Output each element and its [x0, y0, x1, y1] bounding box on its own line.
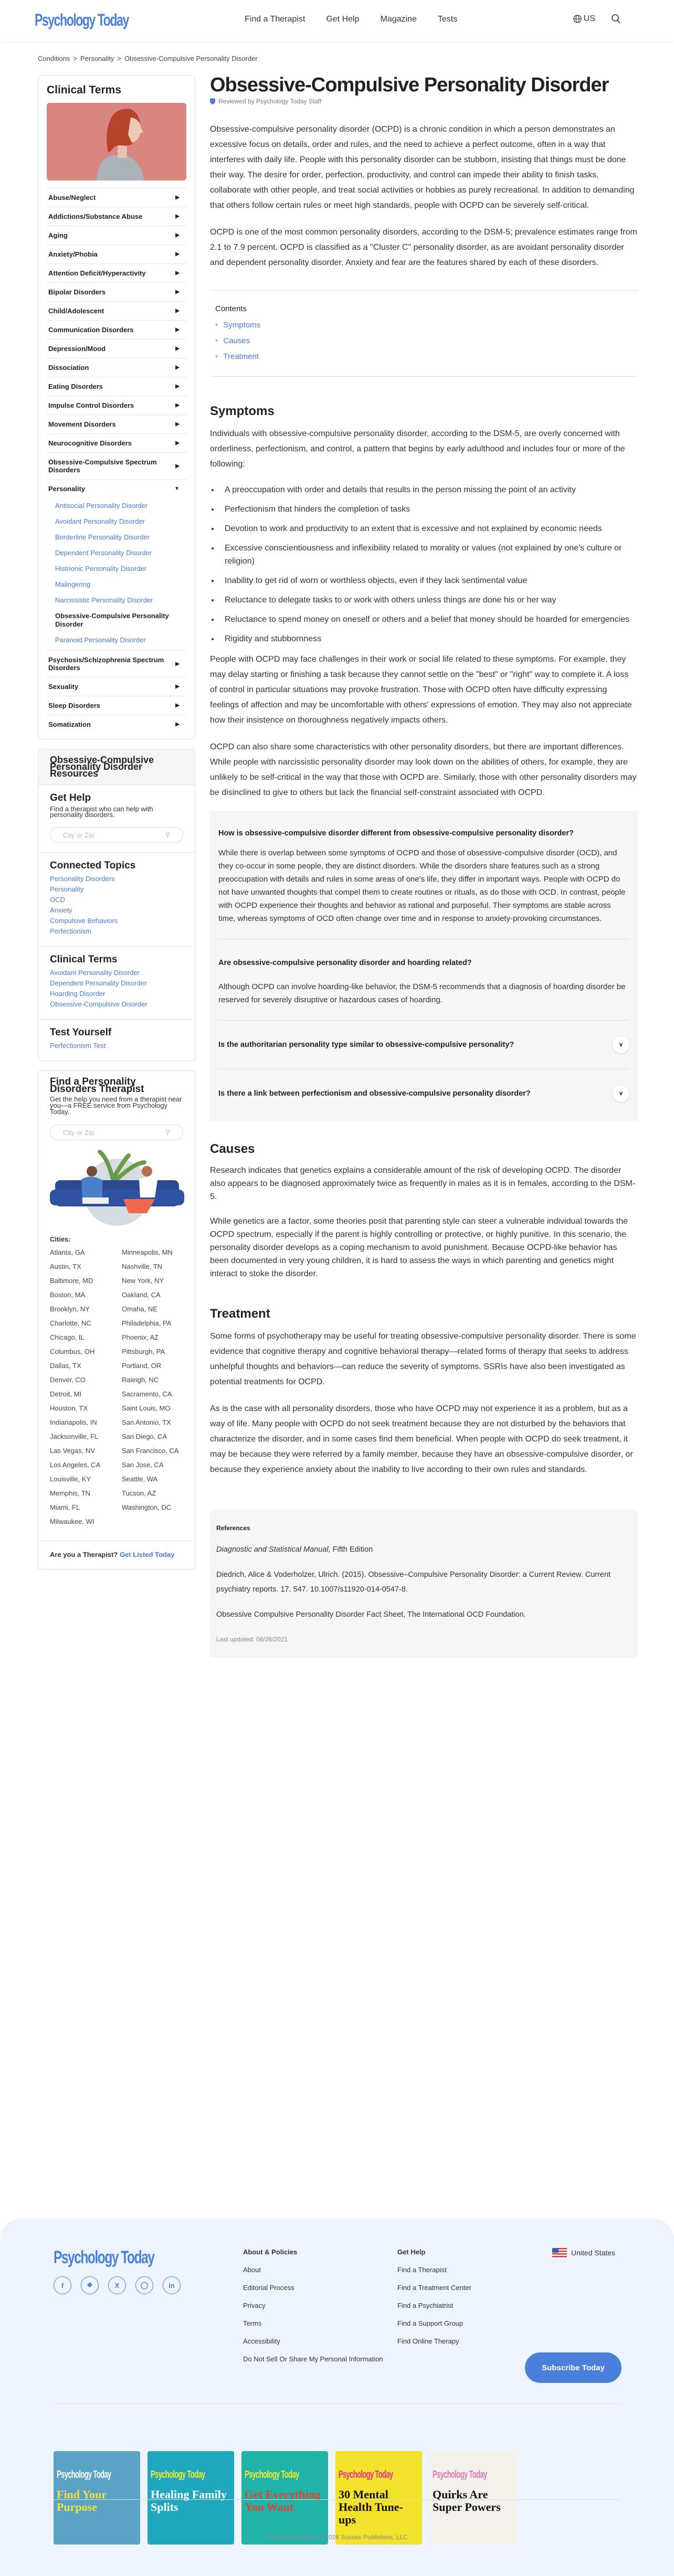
x-twitter-icon[interactable]: X [108, 2276, 126, 2294]
category-label: Aging [48, 231, 68, 239]
cover-logo: Psychology Today [151, 2469, 205, 2480]
country-label: United States [571, 2249, 616, 2257]
breadcrumb-separator: > [73, 55, 78, 62]
breadcrumb-current: Obsessive-Compulsive Personality Disorder [124, 55, 258, 62]
treatment-paragraph: As is the case with all personality disorders, those who have OCPD may not experience it as a problem, but as a way of life. Many people with OCPD do not seek treatment because they are not disturbed by the behaviors that characterize the disorder, and in some cases find them beneficial. When people with OCPD do seek treatment, it may be because they were referred by a family member, because they have an obsessive-compulsive disorder, or because they experience anxiety about the inability to live according to their own rules and standards. [210, 1404, 633, 1474]
city-link[interactable]: Las Vegas, NV [50, 1447, 95, 1455]
caret-right-icon: ▶ [175, 346, 180, 352]
caret-right-icon: ▶ [175, 421, 180, 427]
footer-link[interactable]: Find a Treatment Center [397, 2284, 471, 2292]
linkedin-icon[interactable]: in [163, 2276, 181, 2294]
intro-paragraph: Obsessive-compulsive personality disorder (OCPD) is a chronic condition in which a person demonstrates an excessive focus on details, order and rules, and the need to achieve a perfect outcome, often in a way that interferes with daily life. People with this personality disorder can be stubborn, insisting that things must be done their way. The desire for order, perfection, productivity, and control can impede their ability to finish tasks, collaborate with other people, and treat social activities or hobbies as purely recreational. In addition to demanding that others follow certain rules or meet high standards, people with OCPD can be severely self-critical. [210, 125, 635, 210]
test-yourself-section [38, 1020, 195, 1061]
faq-question[interactable]: How is obsessive-compulsive disorder different from obsessive-compulsive personality disorder? [218, 829, 574, 838]
caret-right-icon: ▶ [175, 232, 180, 238]
city-link[interactable]: Milwaukee, WI [50, 1518, 94, 1525]
treatment-paragraph: Some forms of psychotherapy may be useful for treating obsessive-compulsive personality disorder. There is some evidence that cognitive therapy and cognitive behavioral therapy—related forms of therapy that seeks to address unhelpful thoughts and behaviors—can reduce the severity of symptoms. SSRIs have also been investigated as potential treatments for OCPD. [210, 1332, 636, 1386]
breadcrumb-personality[interactable]: Personality [80, 55, 114, 62]
therapist-cta [38, 1541, 195, 1569]
sidebar [38, 75, 195, 1579]
cover-headline: Quirks Are Super Powers [433, 2488, 501, 2514]
subitem-link[interactable]: Antisocial Personality Disorder [55, 502, 148, 510]
site-footer [0, 2219, 674, 2576]
footer-link[interactable]: Accessibility [243, 2337, 280, 2345]
connected-topics-list [50, 874, 183, 937]
category-item[interactable] [47, 207, 186, 226]
symptom-item: • Excessive conscientiousness and inflexibility related to morality or values (not explained by one's culture or religion) [219, 542, 638, 568]
connected-topic-link[interactable]: Compulsive Behaviors [50, 917, 118, 925]
category-item[interactable] [47, 415, 186, 433]
nav-tests[interactable]: Tests [437, 15, 458, 24]
connected-topic-link[interactable]: Personality [50, 885, 84, 893]
finder-title: Find a Personality Disorders Therapist [50, 1076, 144, 1095]
city-link[interactable]: San Jose, CA [122, 1461, 164, 1469]
chevron-down-icon[interactable]: ∨ [613, 1085, 629, 1102]
category-item[interactable] [47, 188, 186, 207]
city-link[interactable]: Tucson, AZ [122, 1489, 156, 1497]
clinical-term-link[interactable]: Avoidant Personality Disorder [50, 969, 140, 977]
city-link[interactable]: Charlotte, NC [50, 1319, 91, 1327]
category-label: Communication Disorders [48, 326, 134, 334]
faq-item[interactable] [218, 1021, 629, 1069]
magazine-cover[interactable] [335, 2451, 422, 2545]
symptom-item: • Perfectionism that hinders the completion of tasks [219, 503, 638, 516]
reviewed-by [210, 98, 638, 105]
subitem-link[interactable]: Malingering [55, 580, 91, 588]
magazine-cover[interactable] [429, 2451, 516, 2545]
category-list [47, 188, 186, 734]
cities-list [50, 1247, 183, 1527]
resources-title-text: Obsessive-Compulsive Personality Disorder Resources [50, 755, 154, 779]
faq-item[interactable] [218, 1069, 629, 1118]
city-link[interactable]: Phoenix, AZ [122, 1333, 159, 1341]
therapist-question: Are you a Therapist? [50, 1551, 118, 1559]
category-label: Bipolar Disorders [48, 288, 106, 296]
site-header [0, 0, 674, 41]
current-subitem: Obsessive-Compulsive Personality Disorder [55, 612, 169, 628]
city-zip-input[interactable] [50, 827, 183, 843]
toc-symptoms[interactable]: Symptoms [223, 321, 261, 330]
city-link[interactable]: Austin, TX [50, 1263, 81, 1270]
breadcrumb-separator: > [117, 55, 121, 62]
shield-check-icon [210, 98, 215, 104]
faq-question[interactable]: Is the authoritarian personality type similar to obsessive-compulsive personality? [218, 1041, 514, 1049]
clinical-terms-section [38, 947, 195, 1020]
city-link[interactable]: Saint Louis, MO [122, 1404, 171, 1412]
cover-logo: Psychology Today [57, 2469, 111, 2480]
get-help-title: Get Help [50, 792, 91, 803]
social-links [54, 2276, 181, 2294]
symptoms-intro: Individuals with obsessive-compulsive personality disorder, according to the DSM-5, are overly concerned with orderliness, perfectionism, and control, a pattern that begins by early adulthood and includes four or more of the following: [210, 429, 625, 469]
clinical-terms-card [38, 75, 195, 739]
region-selector[interactable] [573, 14, 595, 24]
category-label: Sexuality [48, 683, 79, 691]
intro-paragraph: OCPD is one of the most common personality disorders, according to the DSM-5; prevalence estimates range from 2.1 to 7.9 percent. OCPD is classified as a "Cluster C" personality disorder, as are avoidant personality disorder and dependent personality disorder. Anxiety and fear are the features shared by each of these disorders. [210, 228, 637, 267]
toc-causes[interactable]: Causes [223, 336, 250, 345]
breadcrumb [38, 55, 258, 62]
search-icon[interactable] [611, 14, 622, 24]
footer-link[interactable]: Privacy [243, 2302, 266, 2309]
toc-treatment[interactable]: Treatment [223, 352, 259, 361]
get-help-section [38, 785, 195, 853]
facebook-icon[interactable]: f [54, 2276, 71, 2294]
finder-text: Get the help you need from a therapist near you—a FREE service from Psychology Today. [50, 1095, 182, 1116]
us-flag-icon [552, 2248, 567, 2257]
connected-topic-link[interactable]: Personality Disorders [50, 875, 115, 883]
main-nav [245, 15, 457, 24]
category-label: Psychosis/Schizophrenia Spectrum Disorders [48, 656, 164, 672]
cover-logo: Psychology Today [339, 2469, 393, 2480]
footer-about-title: About & Policies [243, 2248, 298, 2256]
category-item[interactable] [47, 715, 186, 734]
references-title: References [216, 1524, 250, 1532]
footer-link[interactable]: Find a Support Group [397, 2319, 464, 2327]
breadcrumb-conditions[interactable]: Conditions [38, 55, 70, 62]
symptom-item: • Reluctance to delegate tasks to or work with others unless things are done his or her way [219, 593, 638, 607]
city-link[interactable]: Detroit, MI [50, 1390, 81, 1398]
city-link[interactable]: Atlanta, GA [50, 1248, 85, 1256]
causes-paragraph: Research indicates that genetics explains a considerable amount of the risk of developing OCPD. The disorder also appears to be diagnosed approximately twice as frequently in males as it is in females, according to the DSM-5. [210, 1166, 636, 1201]
footer-help-column [397, 2248, 471, 2355]
city-link[interactable]: Sacramento, CA [122, 1390, 172, 1398]
cover-logo: Psychology Today [245, 2469, 299, 2480]
finder-section [38, 1071, 195, 1541]
symptom-item: • Reluctance to spend money on oneself or others and a belief that money should be hoarded for emergencies [219, 613, 638, 626]
get-listed-link[interactable]: Get Listed Today [119, 1551, 175, 1559]
subscribe-button[interactable]: Subscribe Today [525, 2352, 622, 2383]
caret-right-icon: ▶ [175, 289, 180, 295]
reference-item: Diedrich, Alice & Voderholzer, Ulrich. (2015). Obsessive–Compulsive Personality Disorder: a Current Review. Current psychiatry reports. 17. 547. 10.1007/s11920-014-0547-8. [216, 1571, 611, 1594]
faq-answer: Although OCPD can involve hoarding-like behavior, the DSM-5 recommends that a diagnosis of hoarding disorder be reserved for severely disruptive or hazardous cases of hoarding. [218, 982, 626, 1004]
city-link[interactable]: Brooklyn, NY [50, 1305, 90, 1313]
category-item[interactable] [47, 696, 186, 715]
category-item[interactable] [47, 677, 186, 696]
footer-link[interactable]: Editorial Process [243, 2284, 294, 2292]
city-link[interactable]: Houston, TX [50, 1404, 88, 1412]
clinical-term-link[interactable]: Dependent Personality Disorder [50, 979, 147, 987]
article [210, 73, 638, 1658]
caret-right-icon: ▶ [175, 722, 180, 727]
category-label: Abuse/Neglect [48, 194, 96, 202]
reference-edition: Fifth Edition [330, 1545, 373, 1554]
category-label: Neurocognitive Disorders [48, 439, 132, 447]
therapy-session-illustration [50, 1148, 184, 1226]
category-label: Personality [48, 485, 86, 493]
clinical-terms-list [50, 968, 183, 1010]
city-link[interactable]: Philadelphia, PA [122, 1319, 172, 1327]
category-label: Dissociation [48, 364, 89, 372]
perfectionism-test-link[interactable]: Perfectionism Test [50, 1042, 106, 1050]
faq-question[interactable]: Is there a link between perfectionism and obsessive-compulsive personality disorder? [218, 1089, 531, 1098]
city-link[interactable]: Los Angeles, CA [50, 1461, 101, 1469]
city-link[interactable]: Raleigh, NC [122, 1376, 159, 1384]
cities-label: Cities: [50, 1235, 71, 1243]
category-label: Child/Adolescent [48, 307, 104, 315]
search-icon[interactable]: ⚲ [165, 831, 170, 839]
magazine-cover[interactable] [241, 2451, 328, 2545]
magazine-cover[interactable] [148, 2451, 234, 2545]
causes-paragraph: While genetics are a factor, some theories posit that parenting style can steer a vulnerable individual towards the OCPD spectrum, especially if the parent is highly controlling or protective, or highly punitive. In this scenario, the personality disorder develops as a coping mechanism to avoid punishment. Because OCPD-like behavior has been documented in very young children, it is hard to assess the ways in which parenting and genetics might interact to stoke the disorder. [210, 1217, 628, 1278]
clinical-terms-subtitle: Clinical Terms [50, 954, 118, 965]
city-link[interactable]: Indianapolis, IN [50, 1418, 97, 1426]
contents-title: Contents [215, 304, 247, 313]
subitem-link[interactable]: Borderline Personality Disorder [55, 533, 150, 541]
category-label: Attention Deficit/Hyperactivity [48, 269, 146, 277]
cover-headline: Find Your Purpose [57, 2488, 107, 2514]
footer-divider [54, 2499, 620, 2500]
city-link[interactable]: New York, NY [122, 1277, 164, 1285]
footer-link[interactable]: Find a Psychiatrist [397, 2302, 454, 2309]
footer-link[interactable]: Find a Therapist [397, 2266, 447, 2274]
connected-topic-link[interactable]: Anxiety [50, 906, 72, 914]
caret-right-icon: ▶ [175, 703, 180, 708]
test-yourself-title: Test Yourself [50, 1027, 112, 1038]
footer-help-title: Get Help [397, 2248, 426, 2256]
caret-right-icon: ▶ [175, 365, 180, 370]
finder-city-zip-input[interactable] [50, 1125, 183, 1140]
city-link[interactable]: Boston, MA [50, 1291, 86, 1299]
table-of-contents [210, 290, 638, 377]
magazine-cover[interactable] [54, 2451, 140, 2545]
category-item[interactable] [47, 339, 186, 358]
city-link[interactable]: Miami, FL [50, 1503, 80, 1511]
city-link[interactable]: Dallas, TX [50, 1362, 81, 1370]
city-link[interactable]: Memphis, TN [50, 1489, 91, 1497]
magazine-covers [54, 2451, 516, 2545]
reference-item: Obsessive Compulsive Personality Disorder Fact Sheet, The International OCD Foundation. [216, 1610, 526, 1619]
causes-heading: Causes [210, 1142, 255, 1156]
category-item[interactable] [47, 650, 186, 677]
cover-headline: Healing Family Splits [151, 2488, 227, 2514]
city-link[interactable]: Washington, DC [122, 1503, 172, 1511]
globe-icon [573, 15, 582, 23]
category-label: Addictions/Substance Abuse [48, 213, 143, 220]
category-item-personality[interactable] [47, 479, 186, 498]
caret-right-icon: ▶ [175, 270, 180, 276]
woman-profile-photo [47, 103, 186, 181]
symptom-item: • Devotion to work and productivity to an extent that is excessive and not explained by economic needs [219, 522, 638, 535]
region-label: US [583, 14, 595, 23]
nav-magazine[interactable]: Magazine [380, 15, 417, 24]
references-section [210, 1510, 638, 1658]
clinical-term-link[interactable]: Hoarding Disorder [50, 990, 106, 998]
footer-about-column [243, 2248, 383, 2372]
connected-topics-section [38, 853, 195, 947]
city-link[interactable]: Omaha, NE [122, 1305, 157, 1313]
category-label: Obsessive-Compulsive Spectrum Disorders [48, 458, 157, 474]
city-zip-placeholder: City or Zip [63, 831, 94, 839]
caret-right-icon: ▶ [175, 251, 180, 257]
country-selector[interactable] [552, 2248, 615, 2257]
get-help-text: Find a therapist who can help with personality disorders. [50, 805, 153, 819]
cover-headline: 30 Mental Health Tune-ups [339, 2488, 403, 2526]
find-therapist-card [38, 1070, 195, 1570]
faq-section [210, 811, 638, 1121]
city-link[interactable]: Portland, OR [122, 1362, 162, 1370]
footer-link[interactable]: About [243, 2266, 261, 2274]
clinical-term-link[interactable]: Obsessive-Compulsive Disorder [50, 1000, 148, 1008]
caret-right-icon: ▶ [175, 308, 180, 314]
category-item[interactable] [47, 301, 186, 320]
nav-get-help[interactable]: Get Help [326, 15, 360, 24]
city-link[interactable]: Nashville, TN [122, 1263, 163, 1270]
city-link[interactable]: Chicago, IL [50, 1333, 85, 1341]
category-item[interactable] [47, 245, 186, 263]
subitem-link[interactable]: Dependent Personality Disorder [55, 549, 152, 557]
caret-right-icon: ▶ [175, 214, 180, 219]
caret-right-icon: ▶ [175, 684, 180, 690]
caret-right-icon: ▶ [175, 327, 180, 333]
caret-right-icon: ▶ [175, 384, 180, 389]
city-link[interactable]: Seattle, WA [122, 1475, 158, 1483]
subitem-link[interactable]: Histrionic Personality Disorder [55, 565, 147, 573]
cover-logo: Psychology Today [433, 2469, 487, 2480]
city-link[interactable]: Denver, CO [50, 1376, 86, 1384]
faq-answer: While there is overlap between some symptoms of OCPD and those of obsessive-compulsive disorder (OCD), and they co-occur in some people, they are distinct disorders. While the disorders share features such as a strong preoccupation with details and rules in some areas of one's life, they differ in important ways. People with OCPD do not have unwanted thoughts that compel them to create routines or rituals, as do those with OCD. In contrast, people with OCPD experience their thoughts and behavior as rational and purposeful. Their symptoms are stable across time, whereas symptoms of OCD often change over time and in response to anxiety-provoking circumstances. [218, 849, 626, 923]
category-label: Movement Disorders [48, 420, 116, 428]
category-item[interactable] [47, 282, 186, 301]
connected-topic-link[interactable]: Perfectionism [50, 927, 91, 935]
finder-zip-placeholder: City or Zip [63, 1128, 94, 1137]
category-label: Eating Disorders [48, 383, 103, 390]
symptoms-paragraph: People with OCPD may face challenges in their work or social life related to these symptoms. For example, they may delay starting or finishing a task because they cannot settle on the "best" or "right" way to complete it. A loss of control in particular situations may provoke frustration. Those with OCPD often have difficulty expressing feelings of affection and may be uncomfortable with others' expressions of emotion. They may also not appreciate how their insistence on thoroughness negatively impacts others. [210, 655, 632, 725]
connected-topic-link[interactable]: OCD [50, 896, 65, 904]
subitem-link[interactable]: Narcissistic Personality Disorder [55, 596, 153, 604]
clinical-terms-title: Clinical Terms [47, 84, 121, 96]
cover-headline: Get Everything You Want [245, 2488, 321, 2514]
search-icon[interactable]: ⚲ [165, 1128, 170, 1136]
caret-right-icon: ▶ [175, 440, 180, 446]
treatment-heading: Treatment [210, 1307, 270, 1321]
resources-title [38, 749, 195, 785]
city-link[interactable]: San Antonio, TX [122, 1418, 171, 1426]
symptoms-list [210, 483, 638, 645]
caret-right-icon: ▶ [175, 402, 180, 408]
reference-item [216, 1542, 631, 1557]
faq-item [218, 939, 629, 1021]
subitem-link[interactable]: Paranoid Personality Disorder [55, 636, 146, 644]
footer-logo[interactable]: Psychology Today [54, 2248, 154, 2267]
page-title: Obsessive-Compulsive Personality Disorder [210, 74, 609, 96]
symptom-item: • Rigidity and stubbornness [219, 632, 638, 645]
category-label: Anxiety/Phobia [48, 250, 98, 258]
footer-link[interactable]: Find Online Therapy [397, 2337, 459, 2345]
symptom-item: • A preoccupation with order and details that results in the person missing the point of an activity [219, 483, 638, 496]
caret-right-icon: ▶ [175, 195, 180, 200]
resources-card [38, 749, 195, 1061]
caret-down-icon: ▼ [174, 486, 180, 492]
category-label: Somatization [48, 720, 91, 728]
faq-question[interactable]: Are obsessive-compulsive personality disorder and hoarding related? [218, 959, 472, 967]
category-label: Impulse Control Disorders [48, 401, 134, 409]
last-updated: Last updated: 08/26/2021 [216, 1636, 288, 1643]
reference-title-italic: Diagnostic and Statistical Manual, [216, 1545, 331, 1554]
city-link[interactable]: Columbus, OH [50, 1348, 95, 1355]
faq-item [218, 820, 629, 939]
nav-find-therapist[interactable]: Find a Therapist [245, 15, 306, 24]
footer-link[interactable]: Do Not Sell Or Share My Personal Information [243, 2355, 383, 2363]
city-link[interactable]: San Diego, CA [122, 1433, 167, 1440]
city-link[interactable]: Baltimore, MD [50, 1277, 93, 1285]
category-item[interactable] [47, 396, 186, 415]
city-link[interactable]: Louisville, KY [50, 1475, 91, 1483]
category-label: Sleep Disorders [48, 702, 100, 709]
category-item[interactable] [47, 433, 186, 452]
symptoms-paragraph: OCPD can also share some characteristics with other personality disorders, but there are important differences. While people with narcissistic personality disorder may look down on the abilities of others, for example, they are unlikely to be self-critical in the way that those with OCPD are. Similarly, those with other personality disorders may be disinclined to give to others but lack the financial self-constraint associated with OCPD. [210, 743, 637, 797]
category-item[interactable] [47, 452, 186, 479]
category-item[interactable] [47, 377, 186, 396]
caret-right-icon: ▶ [175, 661, 180, 667]
category-label: Depression/Mood [48, 345, 106, 353]
instagram-icon[interactable]: ◯ [135, 2276, 153, 2294]
category-item[interactable] [47, 263, 186, 282]
chevron-down-icon[interactable]: ∨ [613, 1036, 629, 1053]
copyright: Psychology Today © 2026 Sussex Publishers, LLC [266, 2533, 408, 2541]
symptoms-heading: Symptoms [210, 404, 275, 418]
symptom-item: • Inability to get rid of worn or worthless objects, even if they lack sentimental value [219, 574, 638, 587]
city-link[interactable]: San Francisco, CA [122, 1447, 179, 1455]
caret-right-icon: ▶ [175, 463, 180, 469]
category-item[interactable] [47, 226, 186, 245]
personality-subitems [47, 498, 186, 650]
category-item[interactable] [47, 358, 186, 377]
city-link[interactable]: Oakland, CA [122, 1291, 161, 1299]
footer-link[interactable]: Terms [243, 2319, 262, 2327]
city-link[interactable]: Minneapolis, MN [122, 1248, 173, 1256]
reviewed-by-text: Reviewed by Psychology Today Staff [218, 98, 322, 105]
city-link[interactable]: Pittsburgh, PA [122, 1348, 165, 1355]
bluesky-icon[interactable]: ❖ [81, 2276, 99, 2294]
subitem-link[interactable]: Avoidant Personality Disorder [55, 517, 145, 525]
connected-topics-title: Connected Topics [50, 860, 136, 871]
category-item[interactable] [47, 320, 186, 339]
city-link[interactable]: Jacksonville, FL [50, 1433, 99, 1440]
site-logo[interactable]: Psychology Today [35, 10, 129, 29]
footer-divider [54, 2403, 620, 2404]
